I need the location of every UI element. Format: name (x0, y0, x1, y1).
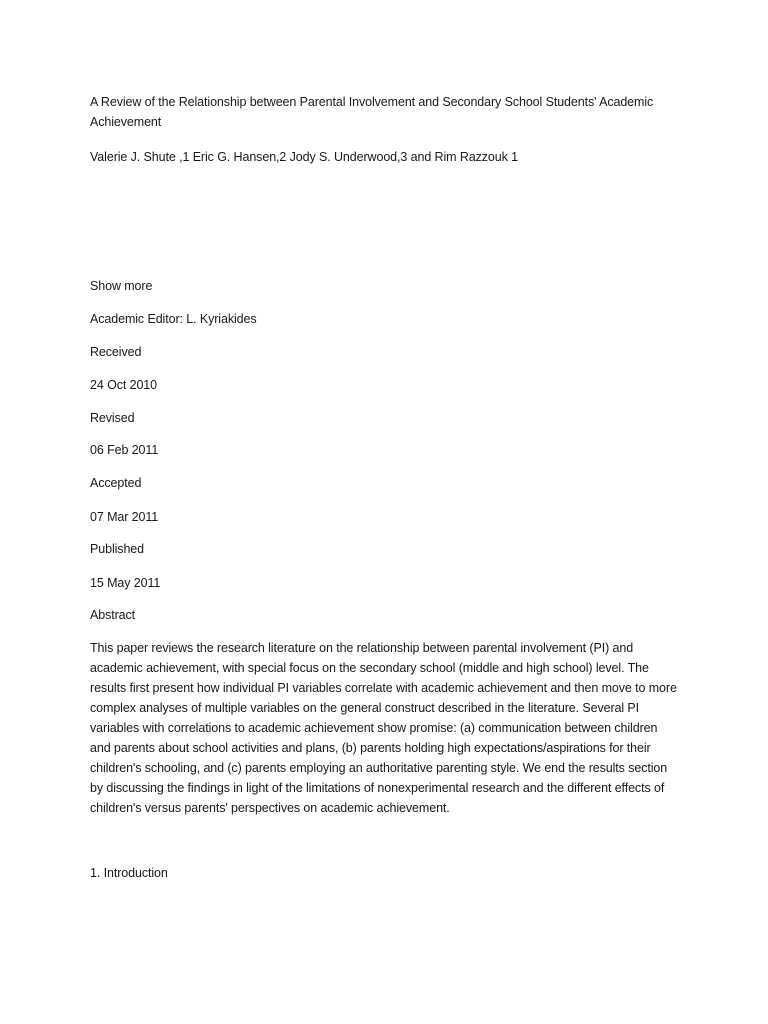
show-more-link[interactable]: Show more (90, 279, 153, 293)
published-label: Published (90, 542, 145, 556)
published-date: 15 May 2011 (90, 576, 161, 590)
abstract-heading: Abstract (90, 608, 136, 622)
accepted-label: Accepted (90, 476, 142, 490)
article-title: A Review of the Relationship between Parental Involvement and Secondary School Students' Academic Achievement (90, 95, 654, 129)
revised-date: 06 Feb 2011 (90, 443, 159, 457)
revised-label: Revised (90, 411, 135, 425)
received-label: Received (90, 345, 142, 359)
section-heading-introduction: 1. Introduction (90, 866, 168, 880)
accepted-date: 07 Mar 2011 (90, 510, 159, 524)
received-date: 24 Oct 2010 (90, 378, 158, 392)
abstract-text: This paper reviews the research literature on the relationship between parental involvement (PI) and academic achievement, with special focus on the secondary school (middle and high school) level. The results first present how individual PI variables correlate with academic achievement and then move to more complex analyses of multiple variables on the general construct described in the literature. Several PI variables with correlations to academic achievement show promise: (a) communication between children and parents about school activities and plans, (b) parents holding high expectations/aspirations for their children's schooling, and (c) parents employing an authoritative parenting style. We end the results section by discussing the findings in light of the limitations of nonexperimental research and the different effects of children's versus parents' perspectives on academic achievement. (90, 641, 677, 815)
author-list: Valerie J. Shute ,1 Eric G. Hansen,2 Jody S. Underwood,3 and Rim Razzouk 1 (90, 150, 519, 164)
academic-editor: Academic Editor: L. Kyriakides (90, 312, 257, 326)
